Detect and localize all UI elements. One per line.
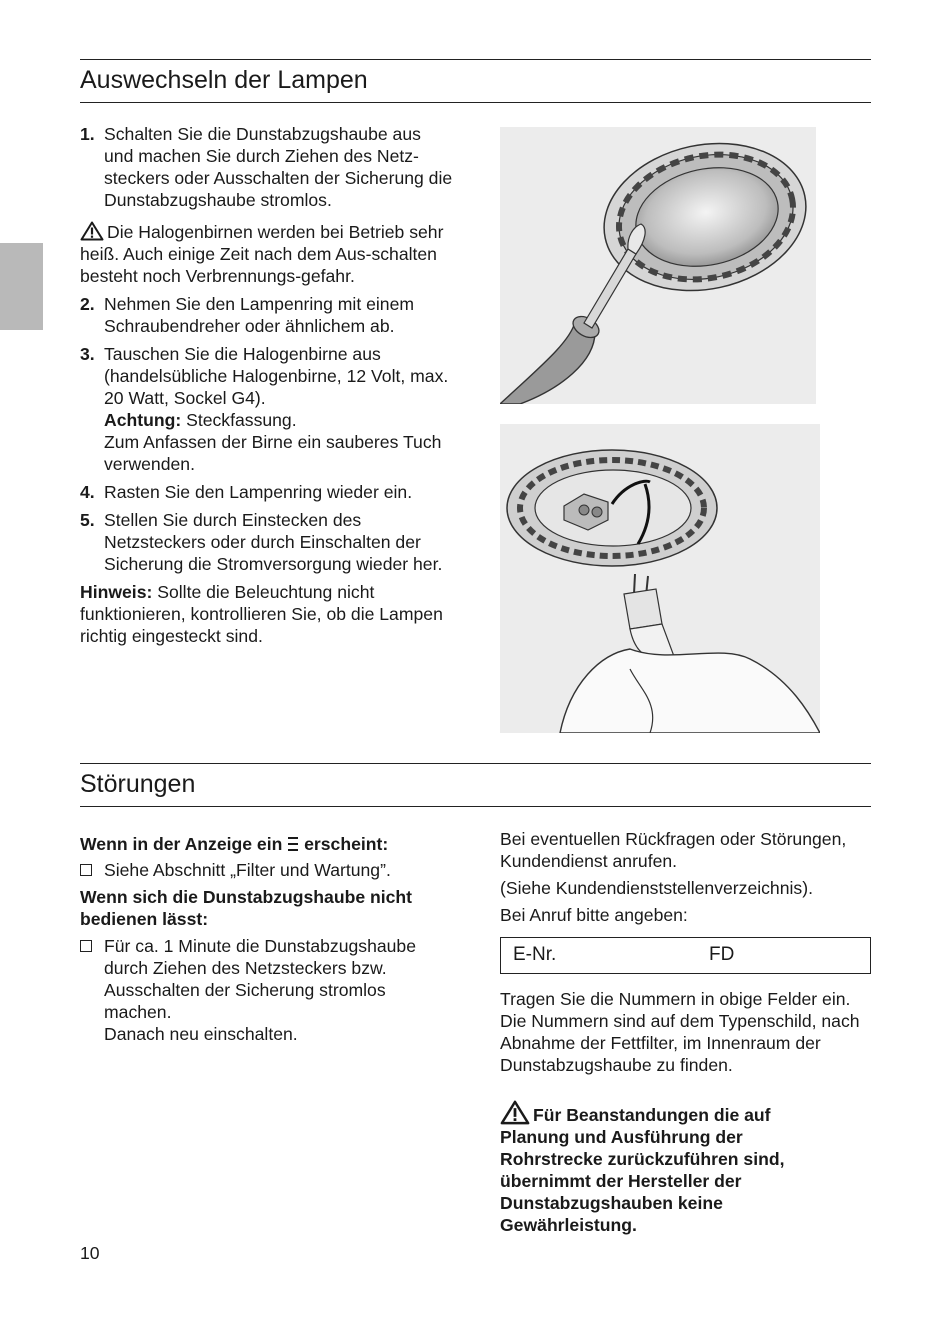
checkbox-bullet-icon [80,935,104,1045]
service-call-text: Bei eventuellen Rückfragen oder Störungen, Kundendienst anrufen. [500,829,847,871]
illustration-insert-bulb [500,424,820,733]
fault-right-column [500,828,872,926]
type-plate-note: Tragen Sie die Nummern in obige Felder ein. Die Nummern sind auf dem Typenschild, nach Abnahme der Fettfilter, im Innenraum der Dunstabzugshaube zu finden. [500,989,860,1075]
fault-heading-display: Wenn in der Anzeige ein erscheint: [80,834,389,854]
call-info-text: Bei Anruf bitte angeben: [500,905,688,925]
step-2: 2. Nehmen Sie den Lampenring mit einem Schraubendreher oder ähnlichem ab. [80,294,415,336]
chapter-tab [0,243,43,330]
step-4: 4. Rasten Sie den Lampenring wieder ein. [80,482,413,502]
enr-fd-field [500,937,871,974]
fault-heading-no-operation: Wenn sich die Dunstabzugshaube nicht bedienen lässt: [80,887,413,929]
section2-title-rule [80,806,871,807]
ring-screwdriver-drawing [500,127,816,404]
hinweis-note: Hinweis: Sollte die Beleuchtung nicht funktionieren, kontrollieren Sie, ob die Lampen richtig eingesteckt sind. [80,582,443,646]
top-rule [80,59,871,60]
section-title-faults: Störungen [80,770,196,798]
page-number: 10 [80,1243,100,1263]
title-rule [80,102,871,103]
enr-label: E-Nr. [513,944,557,965]
step-1: 1. Schalten Sie die Dunstabzugshaube aus und machen Sie durch Ziehen des Netz-steckers oder Ausschalten der Sicherung die Dunstabzugshaube stromlos. [80,124,453,210]
section-title-lamps: Auswechseln der Lampen [80,66,368,94]
step-5: 5. Stellen Sie durch Einstecken des Netzsteckers oder durch Einschalten der Sicherung die Stromversorgung wieder her. [80,510,443,574]
fault-left-column [80,833,455,1045]
fault-item-reset: Für ca. 1 Minute die Dunstabzugshaube durch Ziehen des Netzsteckers bzw. Ausschalten der Sicherung stromlos machen. Danach neu einschalten. [80,935,455,1045]
bulb-hand-drawing [500,424,820,733]
lamp-instructions [80,123,455,647]
heat-warning: Die Halogenbirnen werden bei Betrieb sehr heiß. Auch einige Zeit nach dem Aus-schalten besteht noch Verbrennungs-gefahr. [80,222,444,286]
step-3: 3. Tauschen Sie die Halogenbirne aus (handelsübliche Halogenbirne, 12 Volt, max. 20 Watt, Sockel G4). Achtung: Steckfassung. Zum Anfassen der Birne ein sauberes Tuch verwenden. [80,344,449,474]
display-filter-symbol-icon [287,836,299,852]
illustration-remove-ring [500,127,816,404]
warning-triangle-icon [80,221,104,241]
fd-label: FD [709,944,735,965]
checkbox-bullet-icon [80,859,104,881]
warranty-warning: Für Beanstandungen die auf Planung und Ausführung der Rohrstrecke zurückzuführen sind, übernimmt der Hersteller der Dunstabzugshauben keine Gewährleistung. [500,1100,840,1236]
section2-top-rule [80,763,871,764]
warning-triangle-icon [500,1100,530,1125]
fault-item-filter: Siehe Abschnitt „Filter und Wartung”. [80,859,455,881]
service-directory-text: (Siehe Kundendienststellenverzeichnis). [500,878,813,898]
